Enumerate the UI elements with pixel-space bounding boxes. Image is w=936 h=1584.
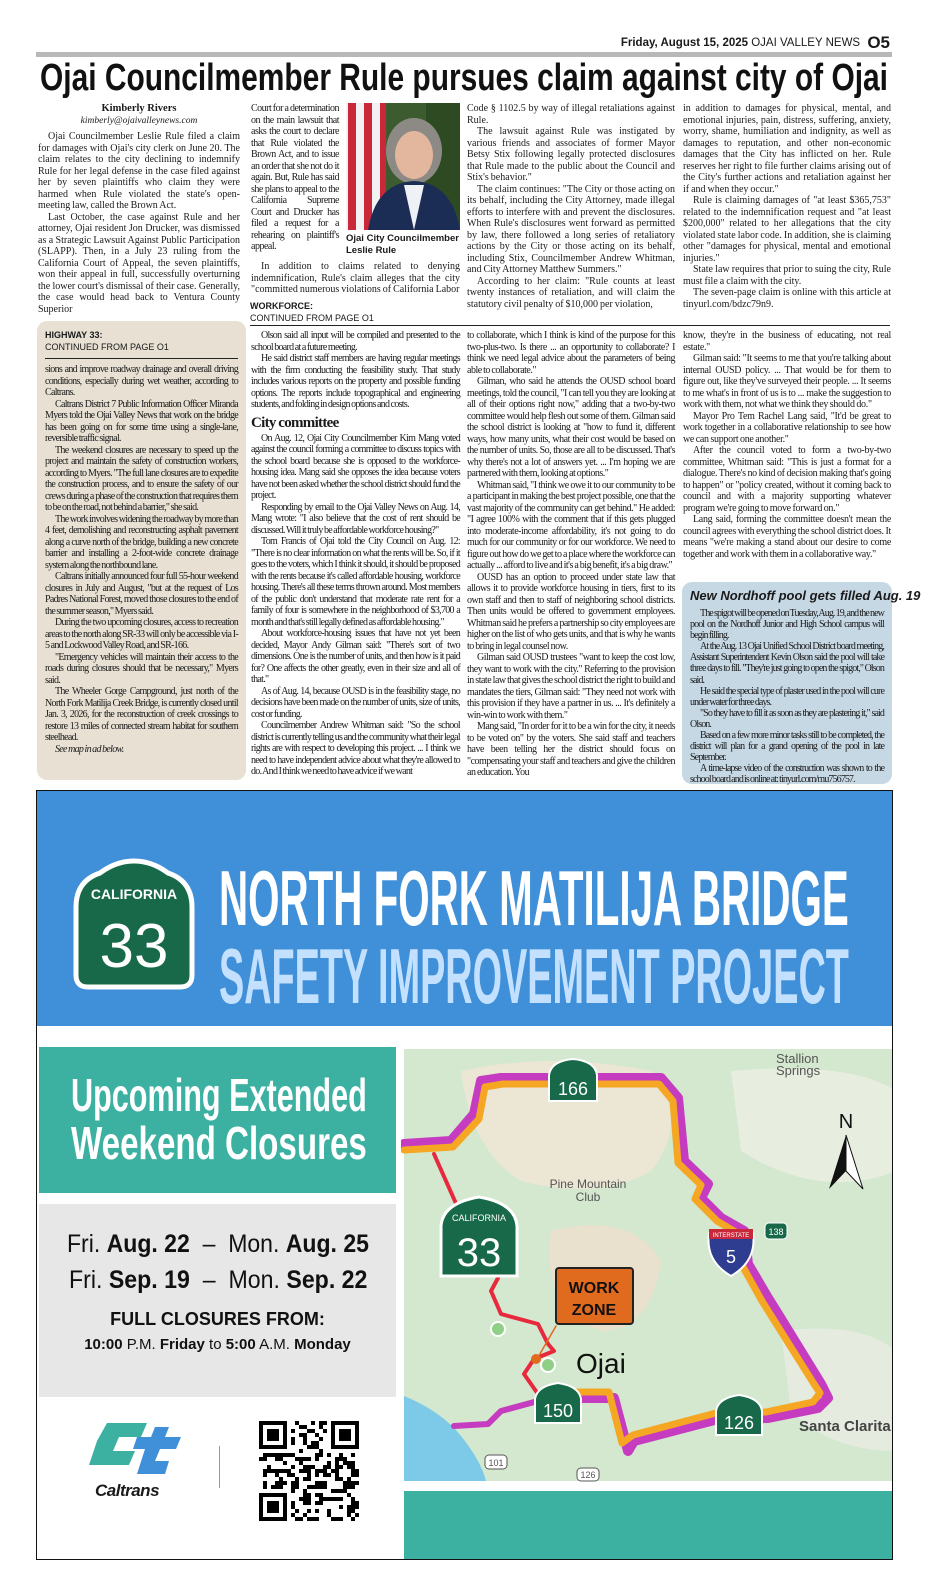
svg-text:CALIFORNIA: CALIFORNIA [90,886,178,902]
divider [45,358,238,359]
paragraph: in addition to damages for physical, mental, and emotional injuries, pain, distress, suffering, anxiety, worry, shame, humiliation and indignity, as well as damages to reputation, and other non-economic damages that the City has inflicted on her. Rule reserves her right to file further claims arising out of the City's further actions and retaliation against her if and when they occur." [683,103,891,195]
paragraph: OUSD has an option to proceed under state law that allows it to provide workforce housing in tiers, first to its own staff and then to staff of neighboring school districts. Then units would be offered to government employees. Whitman said he prefers a partnership so city employees are higher on the list of who gets units, and that is why he wants to bring in legal counsel now. [467,571,675,652]
route-138-shield-icon [765,1223,787,1239]
ad-title-line-2: SAFETY IMPROVEMENT PROJECT [219,932,849,1020]
paragraph: Whitman said, "I think we owe it to our community to be a participant in making the best project possible, one that the vast majority of the community can get behind." He added: "I agree 100% with the comment that if this gets plugged into moderate-income affordability, it's not going to do much for our community or for our workforce. We need to figure out how do we get to a place where the workforce can actually ... afford to live and it's a big benefit, it's a big draw." [467,479,675,571]
headline-text: Ojai Councilmember Rule pursues claim against city of Ojai [40,57,888,99]
paragraph: In addition to claims related to denying indemnification, Rule's claim alleges that the city "committed numerous violations of California Labor [251,261,460,295]
councilmember-photo [346,103,460,230]
logo-divider [219,1446,220,1488]
svg-text:Stallion: Stallion [776,1051,819,1066]
paragraph: Caltrans District 7 Public Information Officer Miranda Myers told the Ojai Valley News that work on the bridge has been going on for some time using a single-lane, reversible traffic signal. [45,398,238,444]
full-closures-label: FULL CLOSURES FROM: [110,1309,325,1329]
paragraph: The seven-page claim is online with this article at tinyurl.com/bdzc79n9. [683,287,891,310]
ad-banner [37,791,892,1026]
paragraph: State law requires that prior to suing the city, Rule must file a claim with the city. [683,264,891,287]
paragraph: The lawsuit against Rule was instigated by various friends and associates of former Mayor Betsy Stix following legally protected disclosures that Rule made to the public about the Council and Stix's behavior." [467,126,675,183]
closure-dates-box [39,1204,396,1397]
svg-text:Club: Club [575,1190,601,1204]
svg-text:126: 126 [723,1413,755,1433]
svg-text:Pine Mountain: Pine Mountain [549,1177,627,1191]
route-126-shield-icon [716,1395,762,1435]
paragraph: Rule is claiming damages of "at least $365,753" related to the indemnification request and "at least $200,000" related to her allegations that the city violated state labor code. In addition, she is claiming other "damages for physical, mental and emotional injuries." [683,195,891,264]
paragraph: Court for a determination on the main lawsuit that asks the court to declare that Rule violated the Brown Act, and to issue an order that she not do it again. But, Rule has said she plans to appeal to the California Supreme Court and Drucker has filed a request for a rehearing on plaintiff's appeal. [251,103,339,252]
closures-heading-line-1: Upcoming Extended [71,1069,367,1121]
svg-text:5: 5 [725,1247,737,1267]
closure-date-1: Fri. Aug. 22 – Mon. Aug. 25 [67,1230,369,1258]
ad-title-line-1: NORTH FORK MATILIJA BRIDGE [219,854,849,942]
workforce-column-2 [251,330,460,778]
paragraph: He said district staff members are having regular meetings with the firm conducting the feasibility study. That study includes various reports on the property and possible funding options. The reports include topographical and engineering students, and folding in design options and costs. [251,353,460,410]
paragraph: Olson said all input will be compiled and presented to the school board at a future meeting. [251,330,460,353]
svg-text:ZONE: ZONE [571,1302,617,1319]
jump-continued: CONTINUED FROM PAGE O1 [45,342,169,352]
article-column-1 [38,103,240,315]
caltrans-ad [36,790,893,1560]
us-101-shield-icon [485,1455,507,1469]
work-zone-sign-icon [556,1268,633,1324]
page-number: O5 [867,33,890,52]
paragraph: Last October, the case against Rule and her attorney, Ojai resident Jon Drucker, was dismissed as a Strategic Lawsuit Against Public Participation (SLAPP). Then, in a July 23 ruling from the California Court of Appeal, the seven plaintiffs, won their appeal in full, successfully overturning the lower court's dismissal of their case. Generally, the case would head back to Ventura County Superior [38,211,240,315]
paragraph: Based on a few more minor tasks still to be completed, the district will plan for a grand opening of the pool in late September. [690,730,884,764]
qr-code[interactable] [259,1421,359,1521]
closures-heading-box [39,1047,396,1193]
caltrans-wordmark: Caltrans [95,1481,160,1500]
paragraph: Lang said, forming the committee doesn't mean the council agrees with everything the school district does. It means "we're making a stand about our desire to come together and work with them in a collaborative way." [683,514,891,560]
paragraph: The weekend closures are necessary to speed up the project and maintain the safety of construction workers, according to Myers. "The full lane closures are to expedite the construction process, and to ensure the safety of our crews during a phase of the construction that requires them to be on the road, not behind a barrier," she said. [45,444,238,513]
caltrans-logo-icon [85,1419,185,1477]
paragraph: to collaborate, which I think is kind of the purpose for this two-plus-two. Is there ... an opportunity to collaborate? I think we need legal advice about the parameters of being able to collaborate." [467,330,675,376]
paragraph: Tom Francis of Ojai told the City Council on Aug. 12: "There is no clear information on what the rents will be. So, if it goes to the voters, which I think it should, it should be proposed with the rents because it's called affordable housing, workforce housing. There's all these terms thrown around. Most members of the public don't understand that moderate rate rent for a family of four is somewhere in the neighborhood of $3,700 a month and that's still legally defined as affordable housing." [251,536,460,628]
svg-text:N: N [838,1111,854,1133]
route-126-small-shield-icon [577,1468,599,1481]
svg-text:150: 150 [542,1401,574,1421]
paragraph: Ojai Councilmember Leslie Rule filed a claim for damages with Ojai's city clerk on June 20. The claim relates to the city declining to indemnify Rule for her legal defense in the case filed against her by seven plaintiffs who claim they were harmed when Rule violated the state's open-meeting law, called the Brown Act. [38,131,240,211]
svg-text:WORK: WORK [568,1280,620,1297]
svg-text:33: 33 [456,1231,502,1275]
workforce-divider [250,325,890,326]
work-zone-marker [531,1354,541,1364]
paragraph: Mang said, "In order for it to be a win for the city, it needs to be voted on" by the voters. She said staff and teachers have been telling her the district should focus on "compensating your staff and teachers and give the children an education. You [467,721,675,778]
article-column-4 [683,103,891,310]
svg-text:166: 166 [557,1079,589,1099]
paragraph: Gilman, who said he attends the OUSD school board meetings, told the council, "I can tell you they are looking at all of their options right now," adding that a two-by-two committee would help flesh out some of them. Gilman said the school district is looking at "how to fund it, different ways, how many units, what their cost would be based on the number of units. So, those are all to be discussed. That's why there's not a lot of answers yet. ... I'm hoping we are partnered with them, looking at options." [467,376,675,479]
svg-text:101: 101 [488,1458,504,1468]
paragraph: "Emergency vehicles will maintain their access to the roads during closures should that be necessary," Myers said. [45,651,238,686]
article-column-2-narrow [251,103,339,253]
closure-hours: 10:00 P.M. Friday to 5:00 A.M. Monday [84,1336,351,1353]
svg-text:126: 126 [580,1470,596,1480]
page-dateline [621,33,890,53]
svg-text:CALIFORNIA: CALIFORNIA [451,1213,507,1223]
paragraph: The Wheeler Gorge Campground, just north of the North Fork Matilija Creek Bridge, is currently closed until Jan. 3, 2026, for the reconstruction of creek crossings to restore 13 miles of connected stream habitat for southern steelhead. [45,686,238,743]
paragraph: Mayor Pro Tem Rachel Lang said, "It'd be great to work together in a collaborative relationship to see how we can support one another." [683,410,891,445]
paragraph: The work involves widening the roadway by more than 4 feet, demolishing and reconstructing asphalt pavement along a curve north of the bridge, building a new concrete barrier and installing a 2-foot-wide concrete drainage system along the northbound lane. [45,513,238,571]
paragraph: Code § 1102.5 by way of illegal retaliations against Rule. [467,103,675,126]
paragraph: Responding by email to the Ojai Valley News on Aug. 14, Mang wrote: "I also believe that the cost of rent should be discussed. Will it truly be affordable workforce housing?" [251,501,460,536]
paper-name: OJAI VALLEY NEWS [751,37,861,49]
author-email[interactable]: kimberly@ojaivalleynews.com [80,116,198,126]
paragraph: During the two upcoming closures, access to recreation areas to the north along SR-33 will only be accessible via I-5 and Lockwood Valley Road, and SR-166. [45,617,238,651]
paragraph: Gilman said: "It seems to me that you're talking about internal OUSD policy. ... That would be for them to figure out, like they've surveyed their people. ... It seems to me what's in front of us is to ... make the suggestion to work with them, not what we think they should do." [683,353,891,410]
workforce-column-4 [683,330,891,560]
paragraph: Gilman said OUSD trustees "want to keep the cost low, they want to work with the city." Referring to the provision in state law that gives the school district the right to build and mandates the tiers, Gilman said: "They need not work with this provision if they have a partner in us. ... It's definitely a win-win to work with them." [467,652,675,721]
paragraph: The claim continues: "The City or those acting on its behalf, including the City Attorney, made illegal efforts to interfere with and prevent the disclosures. When Rule's disclosures went forward as permitted by law, there followed a long series of retaliatory actions by the City or those acting on its behalf, including Stix, Councilmember Andrew Whitman, and City Attorney Matthew Summers." [467,183,675,275]
closures-heading-line-2: Weekend Closures [71,1117,367,1169]
workforce-column-3 [467,330,675,779]
paragraph: After the council voted to form a two-by-two committee, Whitman said: "This is just a format for a dialogue. There's no kind of decision making that's going to happen" or "policy created, without it coming back to council and with a majority supporting whatever program we're going to move forward on." [683,445,891,514]
paragraph: On Aug. 12, Ojai City Councilmember Kim Mang voted against the council forming a committee to discuss topics with the school board because she is opposed to the workforce-housing idea. Mang said she opposes the idea because voters have not been asked whether the school district should fund the project. [251,432,460,501]
pool-headline: New Nordhoff pool gets filled Aug. 19 [690,588,921,603]
detour-map [401,1031,893,1501]
see-map-note: See map in ad below. [55,743,124,755]
ad-footer-strip [404,1491,892,1560]
svg-text:INTERSTATE: INTERSTATE [712,1233,750,1239]
paragraph: A time-lapse video of the construction was shown to the school board and is online at: tinyurl.com/mu756757. [690,763,884,786]
paragraph: know, they're in the business of educating, not real estate." [683,330,891,353]
paragraph: Caltrans initially announced four full 55-hour weekend closures in July and August, "but at the request of Los Padres National Forest, moved those closures to the end of the summer season," Myers said. [45,571,238,617]
article-column-3 [467,103,675,310]
author-name: Kimberly Rivers [101,103,177,114]
svg-text:138: 138 [768,1227,784,1237]
paragraph: According to her claim: "Rule counts at least twenty instances of retaliation, and will claim the statutory civil penalty of $10,000 per violation, [467,275,675,310]
paragraph: At the Aug. 13 Ojai Unified School District board meeting, Assistant Superintendent Kevin Olson said the pool will take three days to fill. "They're just going to open the spigot," Olson said. [690,641,884,686]
paragraph: He said the special type of plaster used in the pool will cure under water for three days. [690,685,884,708]
workforce-jump-header [250,300,374,324]
issue-date: Friday, August 15, 2025 [620,37,749,49]
article-column-2-wide [251,261,460,296]
jump-label: HIGHWAY 33: [45,330,103,340]
paragraph: As of Aug. 14, because OUSD is in the feasibility stage, no decisions have been made on the number of units, size of units, cost or funding. [251,685,460,720]
paragraph: Councilmember Andrew Whitman said: "So the school district is currently telling us and the community what their legal rights are with respect to developing this project. ... I think we need to have independent advice about what they're allowed to do. And I think we need to have advice if we want [251,720,460,777]
route-150-shield-icon [535,1383,581,1423]
paragraph: About workforce-housing issues that have not yet been decided, Mayor Andy Gilman said: "There's sort of two dimensions. One is the number of units, and then how is it paid for? One affects the other greatly, even in their size and all of that." [251,628,460,685]
article-headline [40,58,936,98]
california-33-shield-icon [70,857,198,993]
photo-caption: Ojai City Councilmember Leslie Rule [346,233,459,256]
closure-date-2: Fri. Sep. 19 – Mon. Sep. 22 [69,1266,368,1294]
paragraph: sions and improve roadway drainage and overall driving conditions, especially during wet weather, according to Caltrans. [45,364,238,398]
svg-text:33: 33 [99,912,169,981]
route-166-shield-icon [549,1059,597,1101]
svg-text:Ojai: Ojai [576,1348,626,1379]
route-33-shield-icon [441,1197,517,1276]
pool-brief-box [682,582,921,786]
svg-text:Springs: Springs [776,1063,821,1078]
svg-text:Santa Clarita: Santa Clarita [799,1418,891,1435]
paragraph: "So they have to fill it as soon as they are plastering it," said Olson. [690,707,884,730]
article-text [38,131,240,315]
jump-continued: CONTINUED FROM PAGE O1 [250,313,374,323]
subhead-city-committee: City committee [251,414,339,431]
paragraph: The spigot will be opened on Tuesday, Aug. 19, and the new pool on the Nordhoff Junior and High School campus will begin filling. [690,608,884,642]
jump-label: WORKFORCE: [250,301,313,311]
highway-33-continuation [37,321,246,780]
